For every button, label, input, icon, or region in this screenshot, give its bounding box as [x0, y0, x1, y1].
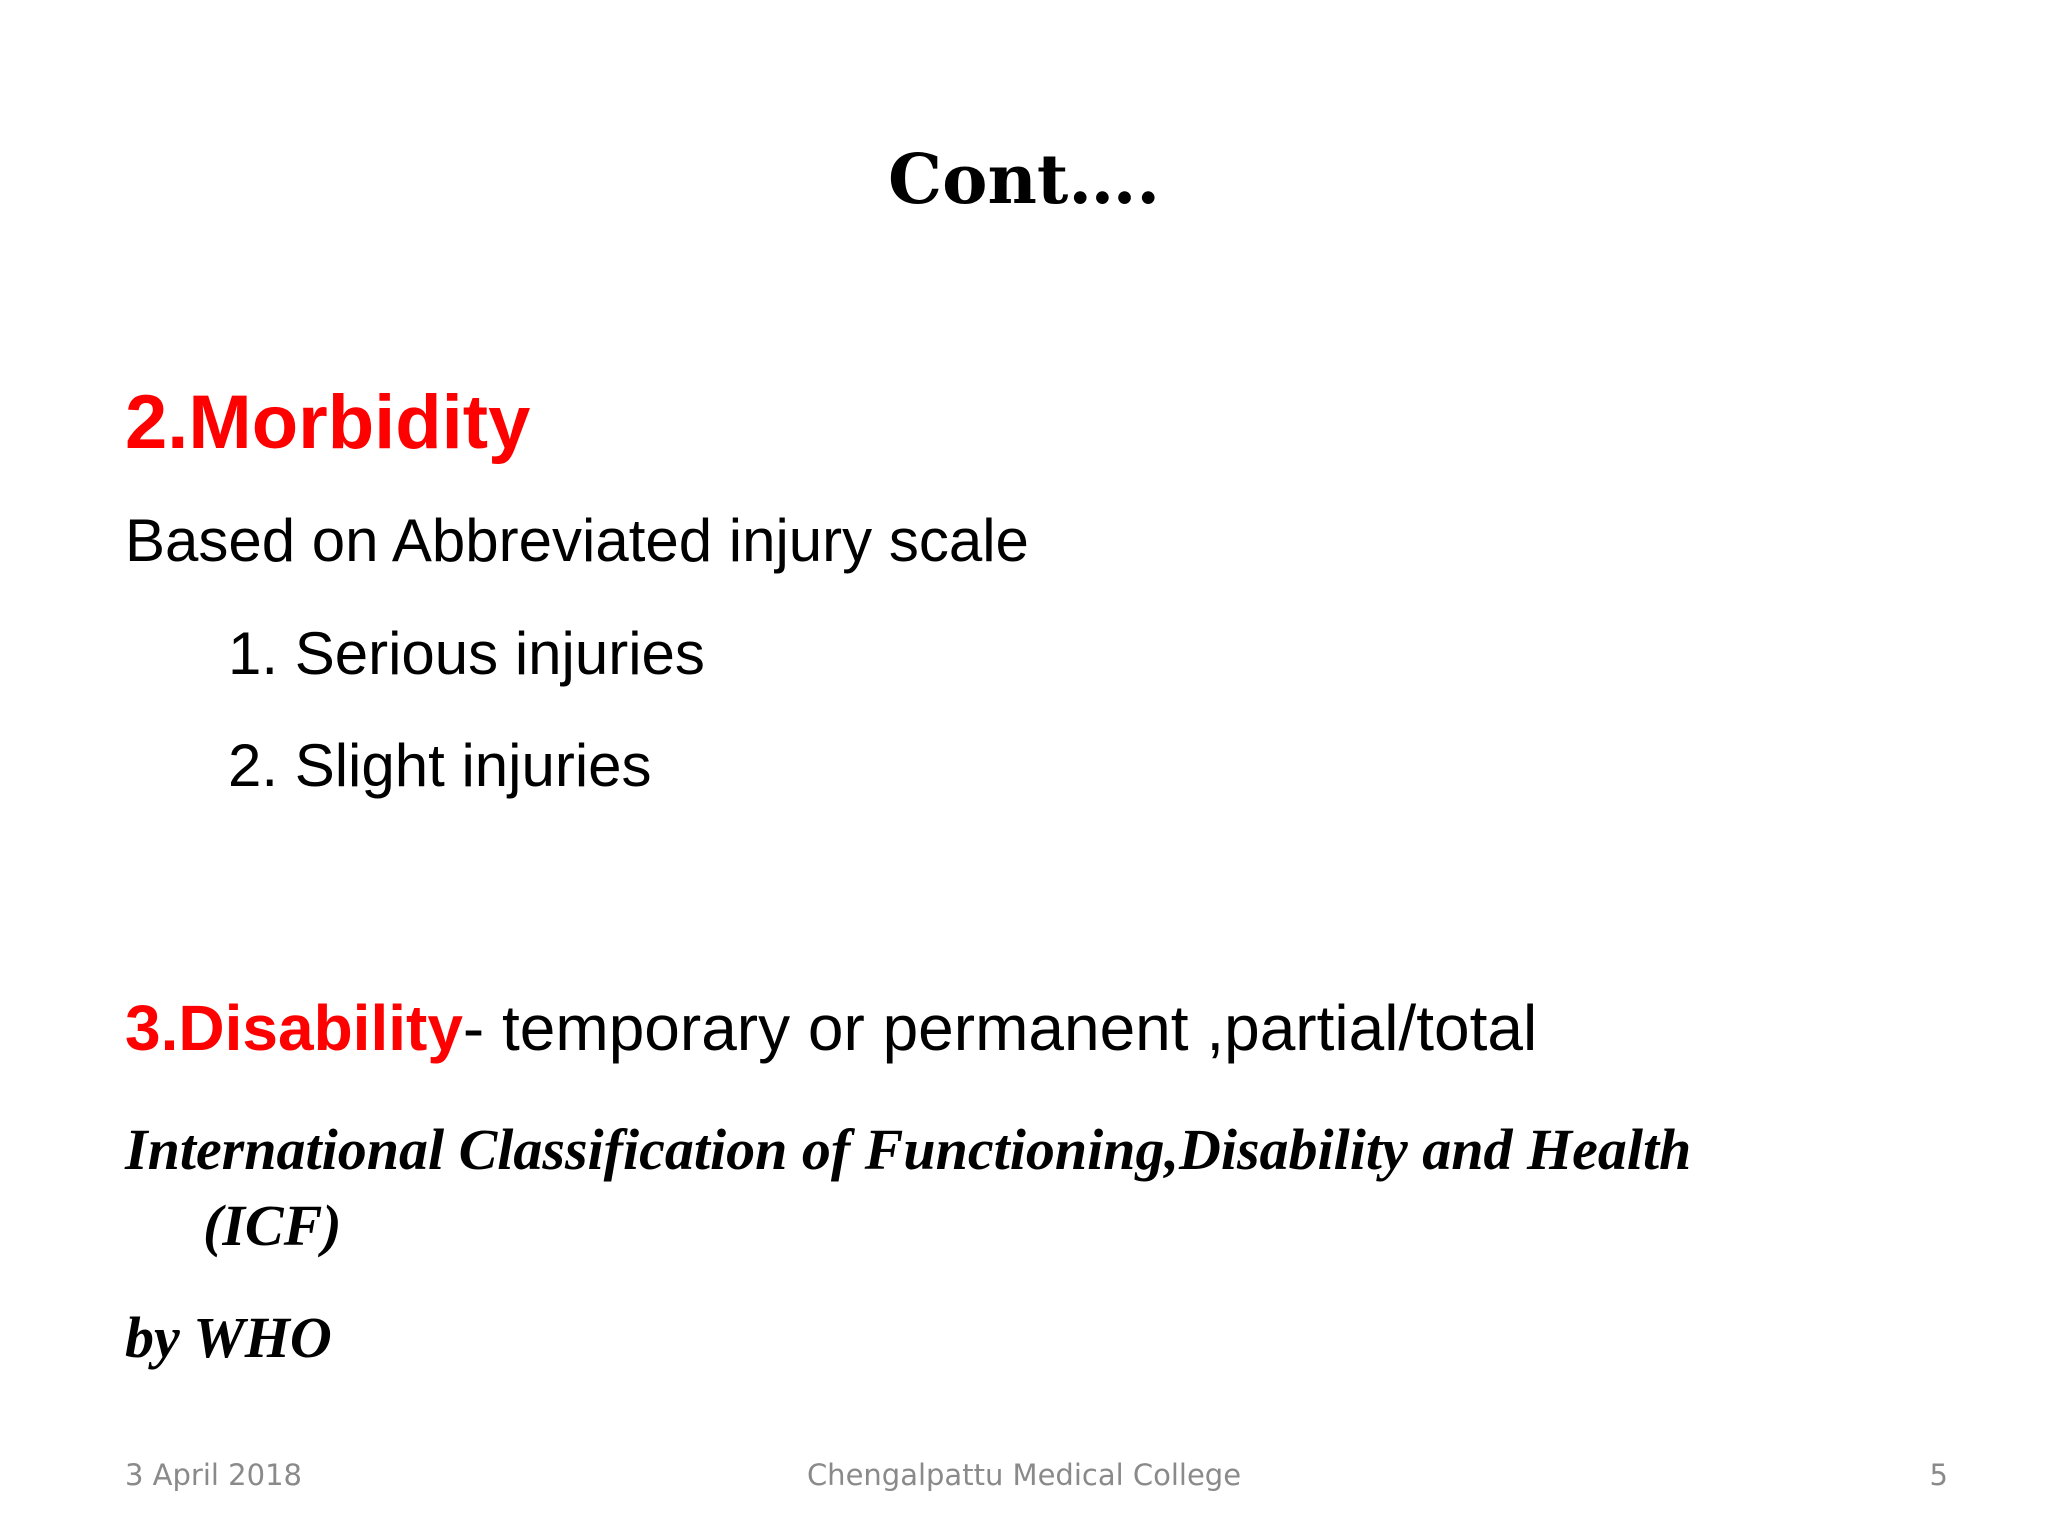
slide-title: Cont…. — [888, 140, 1160, 220]
disability-description: - temporary or permanent ,partial/total — [462, 992, 1538, 1064]
list-item: 1. Serious injuries — [228, 620, 705, 687]
icf-line-2: (ICF) — [203, 1193, 342, 1258]
icf-line-1: International Classification of Functioning,Disability and Health — [125, 1117, 1692, 1182]
who-text: by WHO — [125, 1305, 332, 1370]
disability-heading: 3.Disability — [125, 992, 463, 1064]
footer-center: Chengalpattu Medical College — [806, 1458, 1242, 1492]
footer-date: 3 April 2018 — [125, 1458, 302, 1492]
morbidity-subtitle: Based on Abbreviated injury scale — [125, 507, 1029, 574]
morbidity-heading: 2.Morbidity — [125, 380, 531, 465]
page-number: 5 — [1929, 1458, 1948, 1492]
disability-line — [125, 990, 1537, 1066]
list-item: 2. Slight injuries — [228, 732, 652, 799]
icf-text — [125, 1112, 1905, 1264]
